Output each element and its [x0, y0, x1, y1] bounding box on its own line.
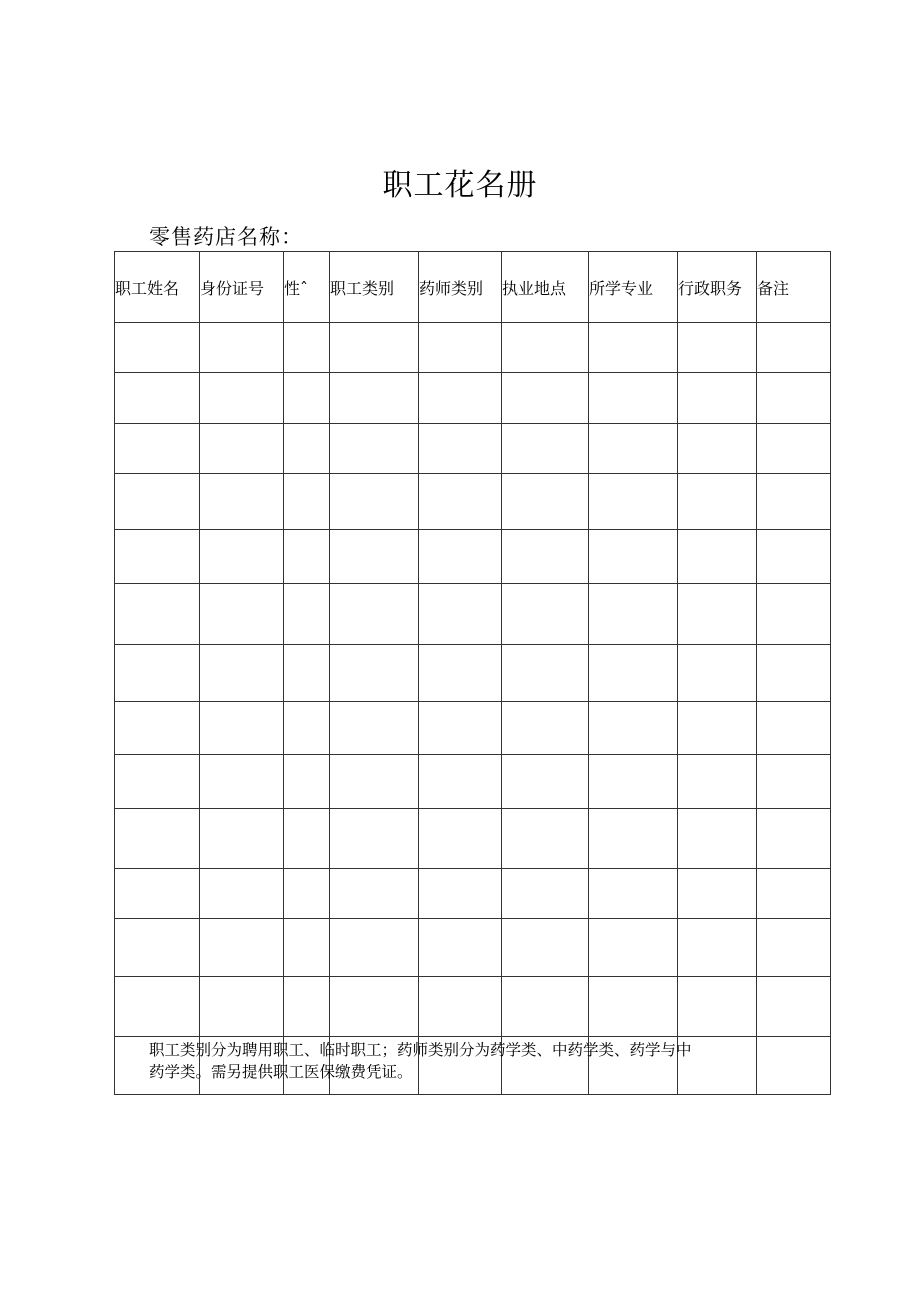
table-cell — [330, 323, 419, 373]
table-cell — [757, 702, 831, 755]
table-cell — [200, 424, 284, 474]
table-cell — [200, 584, 284, 645]
table-cell — [589, 474, 678, 530]
header-cell: 备注 — [757, 252, 831, 323]
table-cell — [115, 530, 200, 584]
table-row — [115, 530, 831, 584]
table-cell — [589, 919, 678, 977]
table-cell — [200, 530, 284, 584]
table-cell — [330, 809, 419, 869]
table-cell — [284, 809, 330, 869]
table-cell — [419, 584, 502, 645]
table-cell — [284, 919, 330, 977]
table-cell — [757, 373, 831, 424]
staff-roster-table — [114, 251, 831, 1095]
header-cell: 职工类别 — [330, 252, 419, 323]
table-cell — [115, 702, 200, 755]
table-row — [115, 474, 831, 530]
table-cell — [502, 373, 589, 424]
table-row — [115, 323, 831, 373]
table-cell — [200, 809, 284, 869]
table-cell — [419, 755, 502, 809]
table-cell — [330, 919, 419, 977]
table-cell — [589, 530, 678, 584]
table-cell — [284, 323, 330, 373]
table-cell — [200, 977, 284, 1037]
table-cell — [330, 424, 419, 474]
table-row — [115, 869, 831, 919]
table-cell — [200, 869, 284, 919]
table-cell — [419, 424, 502, 474]
table-row — [115, 424, 831, 474]
table-cell — [678, 809, 757, 869]
table-row — [115, 977, 831, 1037]
table-cell — [115, 919, 200, 977]
table-cell — [115, 323, 200, 373]
table-row — [115, 919, 831, 977]
table-cell — [115, 584, 200, 645]
table-cell — [284, 424, 330, 474]
table-cell — [678, 702, 757, 755]
table-cell — [757, 809, 831, 869]
table-row — [115, 373, 831, 424]
table-cell — [757, 474, 831, 530]
table-cell — [589, 869, 678, 919]
table-cell — [284, 373, 330, 424]
table-cell — [419, 373, 502, 424]
table-cell — [502, 869, 589, 919]
table-cell — [757, 645, 831, 702]
table-cell — [115, 474, 200, 530]
table-cell — [330, 645, 419, 702]
table-cell — [502, 755, 589, 809]
table-cell — [678, 755, 757, 809]
table-cell — [678, 645, 757, 702]
table-cell — [284, 474, 330, 530]
table-header-row — [115, 252, 831, 323]
table-cell — [419, 919, 502, 977]
table-cell — [200, 755, 284, 809]
table-cell — [502, 530, 589, 584]
table-cell — [284, 645, 330, 702]
footnote-line: 药学类。需另提供职工医保缴费凭证。 — [149, 1063, 413, 1081]
table-cell — [115, 809, 200, 869]
table-cell — [419, 702, 502, 755]
table-row — [115, 755, 831, 809]
table-cell — [502, 424, 589, 474]
table-cell — [678, 869, 757, 919]
table-row — [115, 645, 831, 702]
table-cell — [419, 474, 502, 530]
table-cell — [757, 755, 831, 809]
table-cell — [502, 584, 589, 645]
store-name-label: 零售药店名称： — [149, 225, 303, 249]
table-cell — [115, 869, 200, 919]
header-cell: 所学专业 — [589, 252, 678, 323]
table-cell — [115, 424, 200, 474]
table-cell — [419, 977, 502, 1037]
table-cell — [678, 474, 757, 530]
table-cell — [502, 809, 589, 869]
table-cell — [678, 977, 757, 1037]
footnote-line: 职工类别分为聘用职工、临时职工；药师类别分为药学类、中药学类、药学与中 — [149, 1041, 692, 1059]
table-cell — [419, 869, 502, 919]
header-cell: 身份证号 — [200, 252, 284, 323]
table-row — [115, 702, 831, 755]
header-cell: 性ˆ — [284, 252, 330, 323]
table-cell — [502, 323, 589, 373]
header-cell: 药师类别 — [419, 252, 502, 323]
table-cell — [502, 645, 589, 702]
table-cell — [589, 755, 678, 809]
table-cell — [757, 584, 831, 645]
table-cell — [330, 977, 419, 1037]
table-cell — [419, 645, 502, 702]
table-cell — [678, 373, 757, 424]
table-cell — [757, 424, 831, 474]
table-cell — [419, 323, 502, 373]
table-cell — [330, 584, 419, 645]
table-cell — [284, 530, 330, 584]
table-cell — [115, 373, 200, 424]
table-cell — [589, 702, 678, 755]
table-row — [115, 584, 831, 645]
table-cell — [330, 530, 419, 584]
table-cell — [284, 869, 330, 919]
table-cell — [419, 809, 502, 869]
table-cell — [589, 645, 678, 702]
table-cell — [115, 977, 200, 1037]
table-cell — [330, 869, 419, 919]
table-cell — [502, 702, 589, 755]
table-cell — [589, 809, 678, 869]
table-cell — [115, 645, 200, 702]
table-cell — [330, 755, 419, 809]
table-cell — [678, 919, 757, 977]
table-cell — [757, 869, 831, 919]
table-cell — [757, 530, 831, 584]
table-cell — [589, 977, 678, 1037]
table-cell — [200, 373, 284, 424]
table-cell — [589, 323, 678, 373]
table-cell — [200, 645, 284, 702]
table-cell — [678, 323, 757, 373]
table-cell — [757, 323, 831, 373]
table-cell — [284, 584, 330, 645]
table-cell — [757, 977, 831, 1037]
table-cell — [330, 373, 419, 424]
table-cell — [678, 424, 757, 474]
table-cell — [502, 474, 589, 530]
header-cell: 职工姓名 — [115, 252, 200, 323]
table-cell — [589, 584, 678, 645]
table-cell — [284, 977, 330, 1037]
table-cell — [678, 584, 757, 645]
table-cell — [330, 474, 419, 530]
table-cell — [284, 755, 330, 809]
table-cell — [200, 323, 284, 373]
table-cell — [678, 530, 757, 584]
table-cell — [115, 755, 200, 809]
table-cell — [200, 474, 284, 530]
table-cell — [589, 373, 678, 424]
table-row — [115, 809, 831, 869]
table-cell — [419, 530, 502, 584]
header-cell: 执业地点 — [502, 252, 589, 323]
header-cell: 行政职务 — [678, 252, 757, 323]
table-cell — [200, 702, 284, 755]
footnote — [149, 1039, 769, 1083]
table-cell — [502, 919, 589, 977]
table-cell — [200, 919, 284, 977]
table-cell — [589, 424, 678, 474]
table-cell — [284, 702, 330, 755]
table-cell — [757, 919, 831, 977]
table-cell — [502, 977, 589, 1037]
table-cell — [330, 702, 419, 755]
page-title: 职工花名册 — [382, 168, 538, 203]
